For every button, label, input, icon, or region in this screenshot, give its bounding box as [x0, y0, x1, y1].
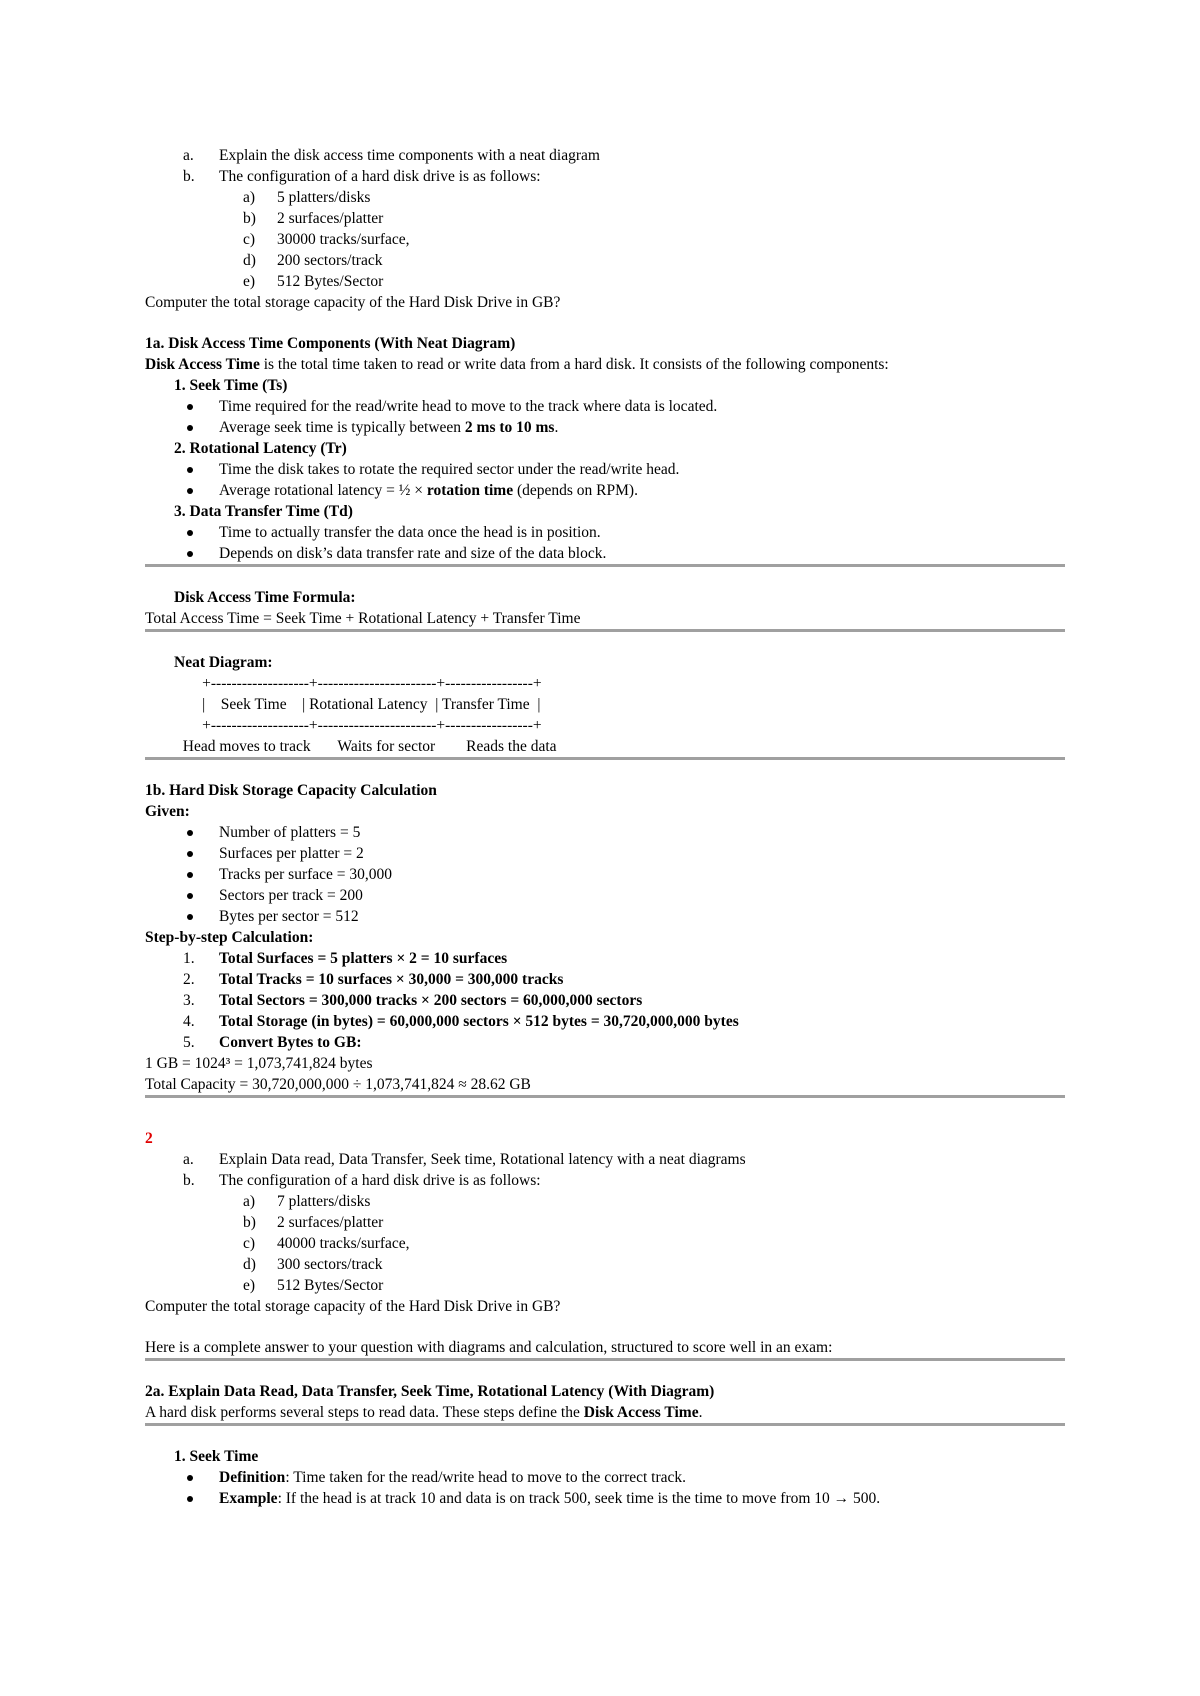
config-item — [145, 271, 1065, 292]
step-item — [145, 969, 1065, 990]
config-text: 2 surfaces/platter — [277, 1214, 384, 1231]
list-marker: 5. — [183, 1034, 195, 1051]
config-text: 40000 tracks/surface, — [277, 1235, 410, 1252]
bullet-text: Number of platters = 5 — [219, 824, 361, 841]
bullet-bold: rotation time — [426, 482, 514, 499]
q2-part-a — [145, 1149, 1065, 1170]
q2-part-b — [145, 1170, 1065, 1191]
intro-text: . — [698, 1404, 703, 1421]
list-item — [145, 480, 1065, 501]
config-text: 2 surfaces/platter — [277, 210, 384, 227]
list-item — [145, 396, 1065, 417]
config-text: 512 Bytes/Sector — [277, 1277, 384, 1294]
question-number: 2 — [145, 1130, 153, 1147]
bullet-text: . — [554, 419, 559, 436]
list-item — [145, 1467, 1065, 1488]
list-marker: c) — [243, 1235, 256, 1252]
list-marker: 2. — [183, 971, 195, 988]
list-marker: a) — [243, 1193, 256, 1210]
config-text: 30000 tracks/surface, — [277, 231, 410, 248]
bullet-text: Sectors per track = 200 — [219, 887, 363, 904]
document-content — [145, 145, 1065, 1509]
list-marker: e) — [243, 273, 256, 290]
bullet-bold: 2 ms to 10 ms — [464, 419, 555, 436]
bullet-icon — [187, 530, 193, 536]
section-1b-heading: 1b. Hard Disk Storage Capacity Calculation — [145, 782, 437, 799]
bullet-icon — [187, 851, 193, 857]
list-item — [145, 885, 1065, 906]
config-item — [145, 250, 1065, 271]
section-2a-intro — [145, 1402, 1065, 1423]
config-text: 5 platters/disks — [277, 189, 371, 206]
list-item — [145, 822, 1065, 843]
bullet-text: Average rotational latency = ½ × — [219, 482, 427, 499]
bullet-icon — [187, 425, 193, 431]
intro-text: is the total time taken to read or write data from a hard disk. It consists of the following components: — [259, 356, 889, 373]
section-1a-intro — [145, 354, 1065, 375]
config-item — [145, 1212, 1065, 1233]
q1-part-a — [145, 145, 1065, 166]
bullet-icon — [187, 1496, 193, 1502]
config-item — [145, 229, 1065, 250]
bullet-text: Average seek time is typically between — [219, 419, 465, 436]
config-text: 7 platters/disks — [277, 1193, 371, 1210]
bullet-icon — [187, 872, 193, 878]
total-capacity: Total Capacity = 30,720,000,000 ÷ 1,073,741,824 ≈ 28.62 GB — [145, 1076, 531, 1093]
list-marker: b) — [243, 1214, 256, 1231]
q2-question: Computer the total storage capacity of the Hard Disk Drive in GB? — [145, 1298, 561, 1315]
config-item — [145, 1233, 1065, 1254]
list-item — [145, 1488, 1065, 1509]
list-marker: c) — [243, 231, 256, 248]
section-2a-heading: 2a. Explain Data Read, Data Transfer, Seek Time, Rotational Latency (With Diagram) — [145, 1383, 715, 1400]
list-marker: a) — [243, 189, 256, 206]
bullet-text: Time the disk takes to rotate the required sector under the read/write head. — [219, 461, 680, 478]
bullet-icon — [187, 551, 193, 557]
bullet-text: Surfaces per platter = 2 — [219, 845, 364, 862]
q1-part-b-text: The configuration of a hard disk drive is as follows: — [219, 168, 541, 185]
bullet-text: Bytes per sector = 512 — [219, 908, 359, 925]
bullet-text: Time required for the read/write head to move to the track where data is located. — [219, 398, 718, 415]
gb-definition: 1 GB = 1024³ = 1,073,741,824 bytes — [145, 1055, 373, 1072]
list-marker: b. — [183, 1172, 195, 1189]
bullet-text: Depends on disk’s data transfer rate and size of the data block. — [219, 545, 607, 562]
bullet-icon — [187, 404, 193, 410]
list-item — [145, 843, 1065, 864]
intro-bold: Disk Access Time — [583, 1404, 699, 1421]
config-text: 300 sectors/track — [277, 1256, 383, 1273]
bullet-text: Tracks per surface = 30,000 — [219, 866, 393, 883]
formula-title: Disk Access Time Formula: — [174, 589, 356, 606]
bullet-icon — [187, 830, 193, 836]
list-marker: a. — [183, 147, 194, 164]
ascii-diagram: +-------------------+-----------------------+-----------------+ | Seek Time | Rotational Latency | Transfer Time | +-------------------+-----------------------+-----------------+ Head moves to track Waits for sector Reads the data — [182, 675, 557, 755]
list-item — [145, 543, 1065, 564]
step-text: Total Tracks = 10 surfaces × 30,000 = 300,000 tracks — [219, 971, 564, 988]
intro-bold: Disk Access Time — [145, 356, 260, 373]
q1-part-a-text: Explain the disk access time components with a neat diagram — [219, 147, 600, 164]
q2-part-a-text: Explain Data read, Data Transfer, Seek time, Rotational latency with a neat diagrams — [219, 1151, 746, 1168]
diagram-title: Neat Diagram: — [174, 654, 273, 671]
step-item — [145, 1032, 1065, 1053]
q1-question: Computer the total storage capacity of the Hard Disk Drive in GB? — [145, 294, 561, 311]
q2-part-b-text: The configuration of a hard disk drive is as follows: — [219, 1172, 541, 1189]
bullet-text: : Time taken for the read/write head to move to the correct track. — [285, 1469, 687, 1486]
list-item — [145, 906, 1065, 927]
bullet-icon — [187, 914, 193, 920]
config-item — [145, 187, 1065, 208]
config-text: 200 sectors/track — [277, 252, 383, 269]
config-text: 512 Bytes/Sector — [277, 273, 384, 290]
list-marker: 4. — [183, 1013, 195, 1030]
list-item — [145, 459, 1065, 480]
step-item — [145, 990, 1065, 1011]
bullet-icon — [187, 488, 193, 494]
config-item — [145, 208, 1065, 229]
list-marker: a. — [183, 1151, 194, 1168]
list-marker: 3. — [183, 992, 195, 1009]
q1-part-b — [145, 166, 1065, 187]
bullet-text: Time to actually transfer the data once the head is in position. — [219, 524, 601, 541]
intro-text: A hard disk performs several steps to read data. These steps define the — [145, 1404, 584, 1421]
list-item — [145, 864, 1065, 885]
bullet-icon — [187, 467, 193, 473]
bullet-bold: Definition — [219, 1469, 286, 1486]
step-text: Total Surfaces = 5 platters × 2 = 10 surfaces — [219, 950, 508, 967]
section-1a-heading: 1a. Disk Access Time Components (With Neat Diagram) — [145, 335, 516, 352]
step-item — [145, 948, 1065, 969]
step-text: Total Sectors = 300,000 tracks × 200 sectors = 60,000,000 sectors — [219, 992, 643, 1009]
list-marker: e) — [243, 1277, 256, 1294]
list-item — [145, 417, 1065, 438]
list-item — [145, 522, 1065, 543]
list-marker: b) — [243, 210, 256, 227]
list-marker: d) — [243, 1256, 256, 1273]
q2-answer-intro: Here is a complete answer to your question with diagrams and calculation, structured to score well in an exam: — [145, 1339, 833, 1356]
bullet-bold: Example — [219, 1490, 278, 1507]
formula-text: Total Access Time = Seek Time + Rotational Latency + Transfer Time — [145, 610, 581, 627]
config-item — [145, 1254, 1065, 1275]
seek-time-title: 1. Seek Time — [174, 1448, 259, 1465]
steps-label: Step-by-step Calculation: — [145, 929, 314, 946]
bullet-text: : If the head is at track 10 and data is on track 500, seek time is the time to move from 10 → 500. — [277, 1490, 881, 1507]
list-marker: 1. — [183, 950, 195, 967]
step-text: Total Storage (in bytes) = 60,000,000 sectors × 512 bytes = 30,720,000,000 bytes — [219, 1013, 739, 1030]
config-item — [145, 1191, 1065, 1212]
component-title: 2. Rotational Latency (Tr) — [174, 440, 347, 457]
list-marker: b. — [183, 168, 195, 185]
component-title: 1. Seek Time (Ts) — [174, 377, 288, 394]
bullet-text: (depends on RPM). — [513, 482, 638, 499]
bullet-icon — [187, 1475, 193, 1481]
config-item — [145, 1275, 1065, 1296]
step-item — [145, 1011, 1065, 1032]
step-text: Convert Bytes to GB: — [219, 1034, 362, 1051]
given-label: Given: — [145, 803, 190, 820]
component-title: 3. Data Transfer Time (Td) — [174, 503, 353, 520]
bullet-icon — [187, 893, 193, 899]
list-marker: d) — [243, 252, 256, 269]
